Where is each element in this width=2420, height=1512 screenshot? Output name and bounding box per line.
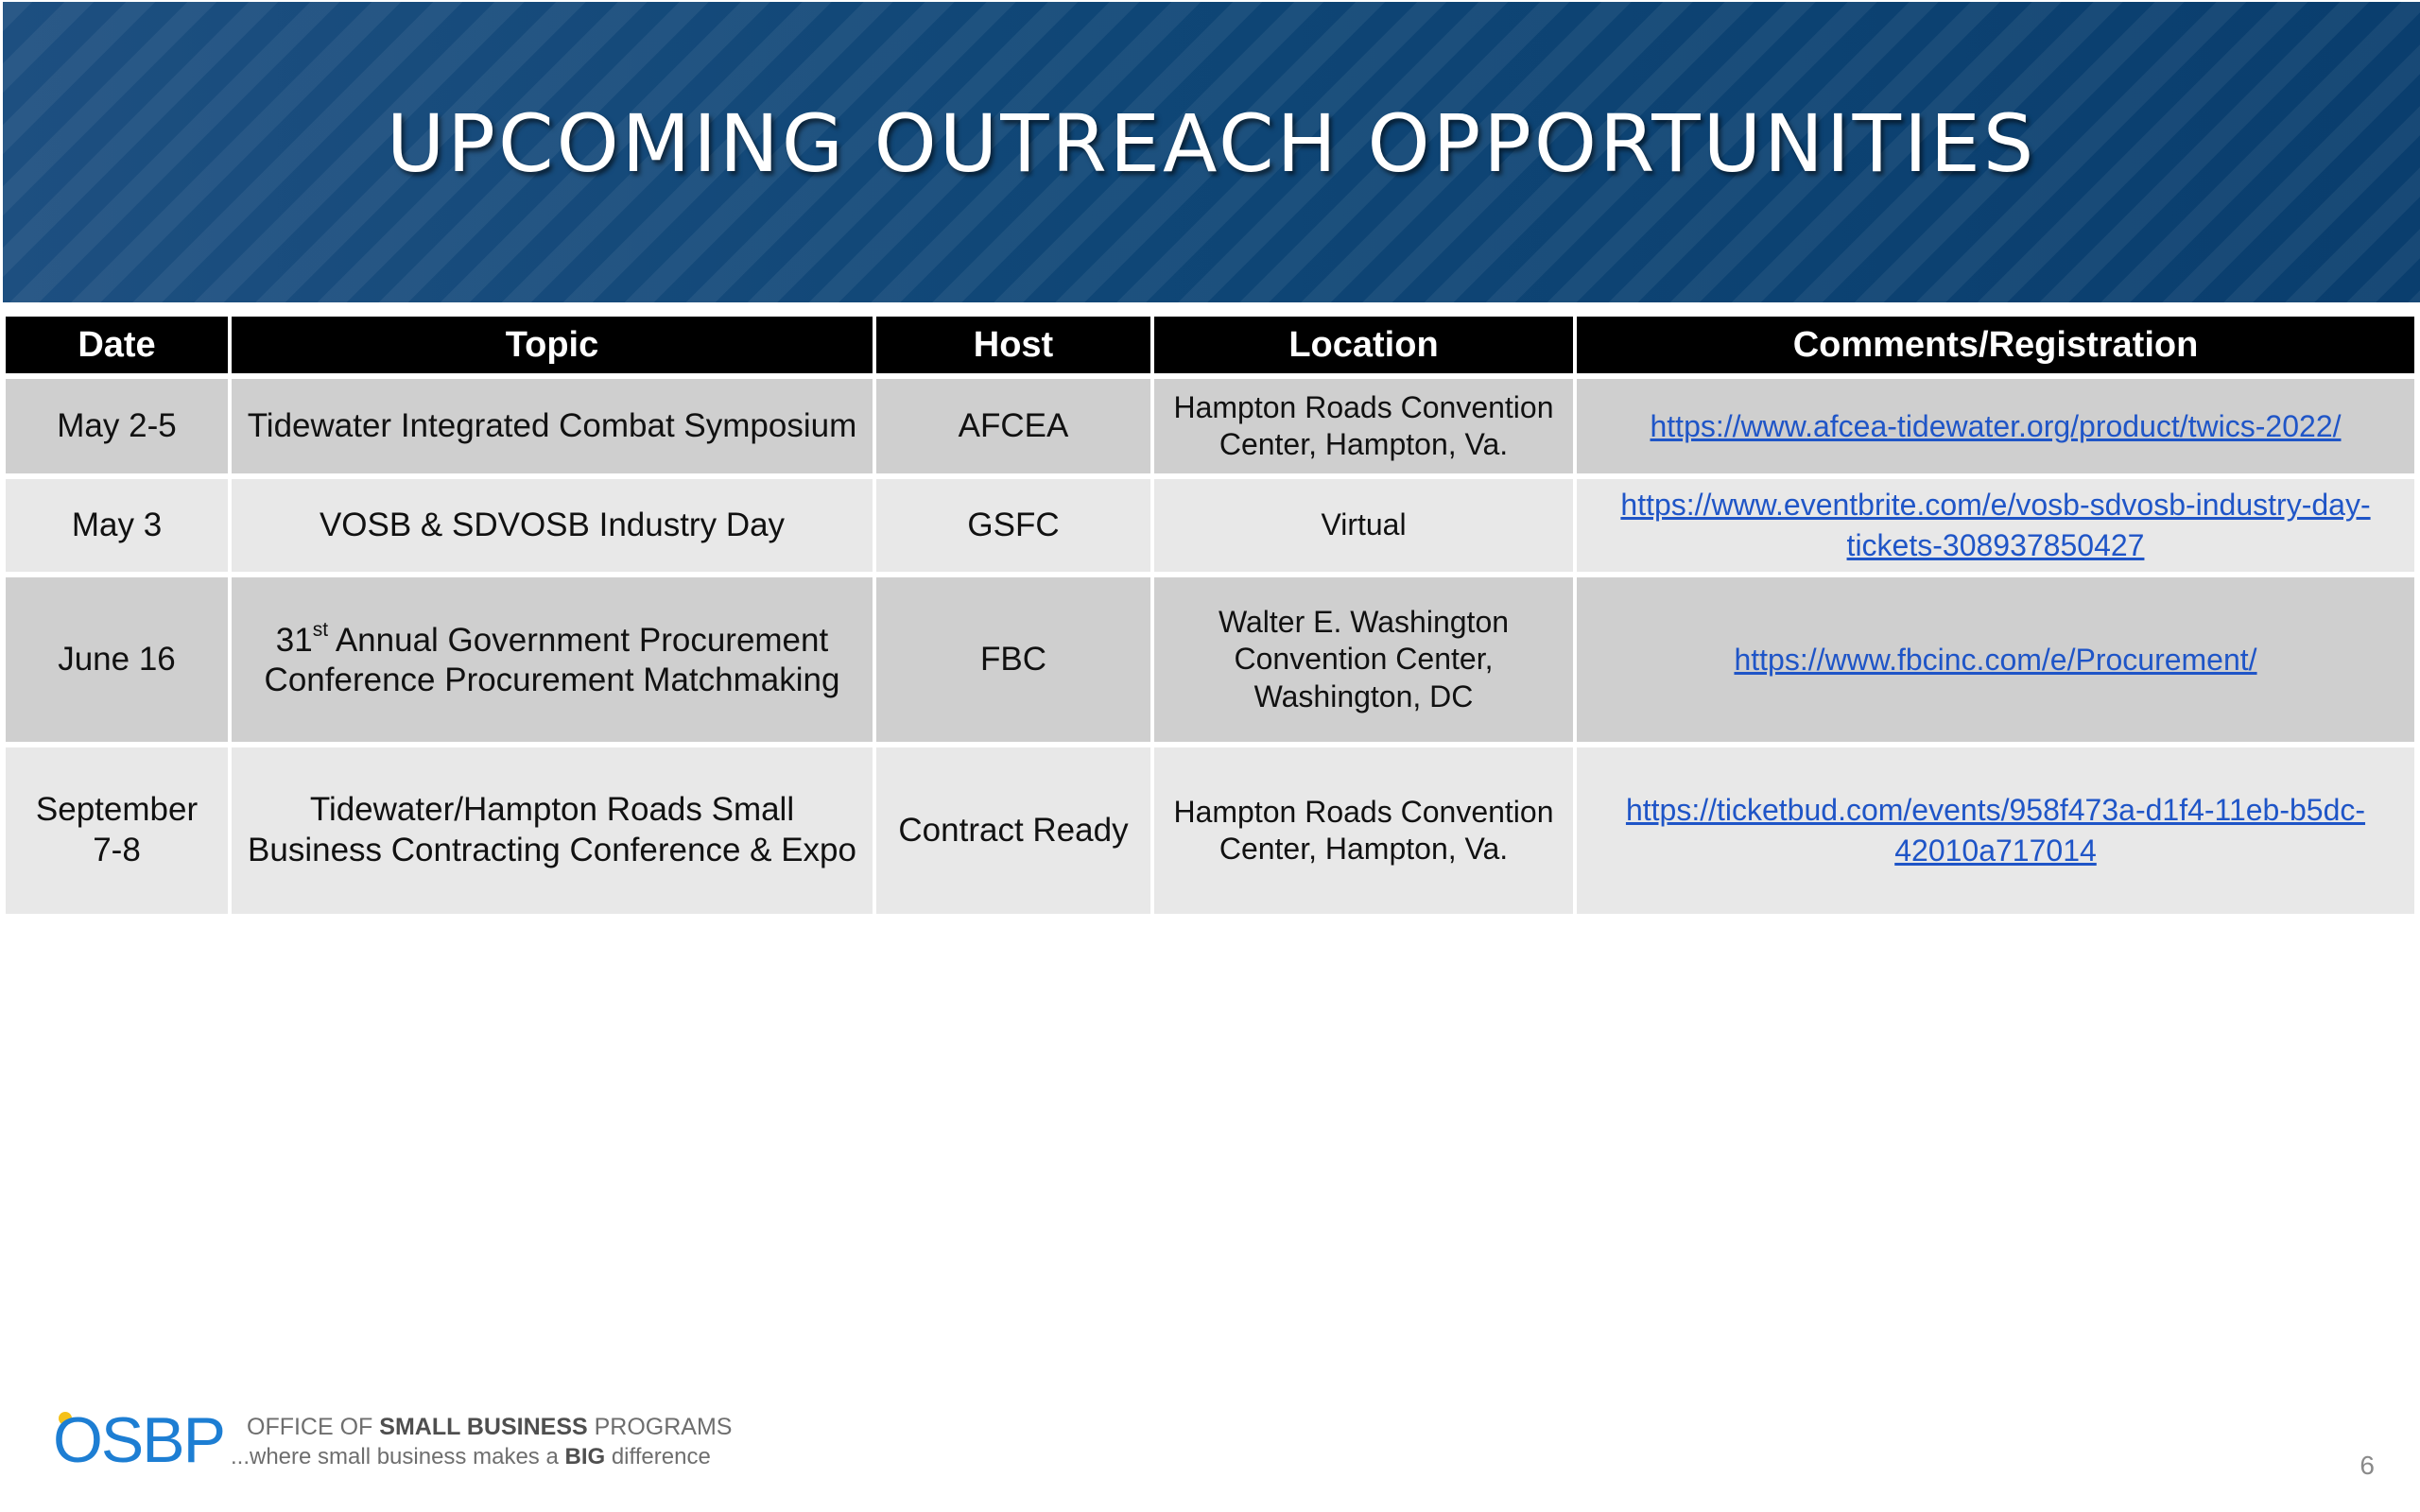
cell-location: Virtual — [1152, 476, 1575, 575]
logo-line1-suffix: PROGRAMS — [587, 1414, 733, 1440]
logo-line2-prefix: ...where small business makes a — [231, 1444, 565, 1469]
title-banner — [3, 2, 2420, 302]
registration-link[interactable]: https://ticketbud.com/events/958f473a-d1f4-11eb-b5dc-42010a717014 — [1625, 793, 2366, 868]
cell-topic: VOSB & SDVOSB Industry Day — [230, 476, 874, 575]
table-row — [6, 745, 2414, 914]
header-location: Location — [1152, 317, 1575, 376]
logo-office-name — [247, 1416, 732, 1439]
logo-line1-prefix: OFFICE OF — [247, 1414, 380, 1440]
header-comments-registration: Comments/Registration — [1575, 317, 2414, 376]
header-host: Host — [874, 317, 1152, 376]
page-number: 6 — [2360, 1451, 2375, 1480]
outreach-table-container — [6, 317, 2414, 914]
cell-registration — [1575, 575, 2414, 745]
cell-host: FBC — [874, 575, 1152, 745]
topic-ordinal-number: 31 — [275, 621, 313, 659]
table-row — [6, 575, 2414, 745]
logo-tagline — [231, 1446, 711, 1469]
osbp-logo — [53, 1404, 733, 1476]
cell-location: Hampton Roads Convention Center, Hampton, Va. — [1152, 745, 1575, 914]
page-title: UPCOMING OUTREACH OPPORTUNITIES — [386, 97, 2037, 190]
header-date: Date — [6, 317, 230, 376]
cell-registration — [1575, 476, 2414, 575]
registration-link[interactable]: https://www.afcea-tidewater.org/product/twics-2022/ — [1650, 408, 2342, 443]
cell-host: AFCEA — [874, 376, 1152, 476]
cell-host: Contract Ready — [874, 745, 1152, 914]
registration-link[interactable]: https://www.fbcinc.com/e/Procurement/ — [1734, 642, 2257, 677]
registration-link[interactable]: https://www.eventbrite.com/e/vosb-sdvosb-industry-day-tickets-308937850427 — [1620, 488, 2371, 562]
logo-line2-suffix: difference — [605, 1444, 711, 1469]
cell-location: Hampton Roads Convention Center, Hampton, Va. — [1152, 376, 1575, 476]
cell-topic: Tidewater Integrated Combat Symposium — [230, 376, 874, 476]
logo-mark: OSBP — [53, 1404, 224, 1476]
cell-date: June 16 — [6, 575, 230, 745]
cell-topic — [230, 575, 874, 745]
outreach-table — [6, 317, 2414, 914]
cell-topic: Tidewater/Hampton Roads Small Business Contracting Conference & Expo — [230, 745, 874, 914]
table-row — [6, 476, 2414, 575]
cell-host: GSFC — [874, 476, 1152, 575]
cell-date: May 2-5 — [6, 376, 230, 476]
cell-registration — [1575, 745, 2414, 914]
cell-location: Walter E. Washington Convention Center, Washington, DC — [1152, 575, 1575, 745]
logo-line2-bold: BIG — [564, 1444, 606, 1469]
cell-registration — [1575, 376, 2414, 476]
logo-line1-bold: SMALL BUSINESS — [379, 1414, 588, 1440]
header-topic: Topic — [230, 317, 874, 376]
cell-date: September 7-8 — [6, 745, 230, 914]
cell-date: May 3 — [6, 476, 230, 575]
table-row — [6, 376, 2414, 476]
topic-text: Annual Government Procurement Conference Procurement Matchmaking — [264, 621, 840, 699]
table-header-row — [6, 317, 2414, 376]
topic-ordinal-suffix: st — [312, 618, 329, 641]
